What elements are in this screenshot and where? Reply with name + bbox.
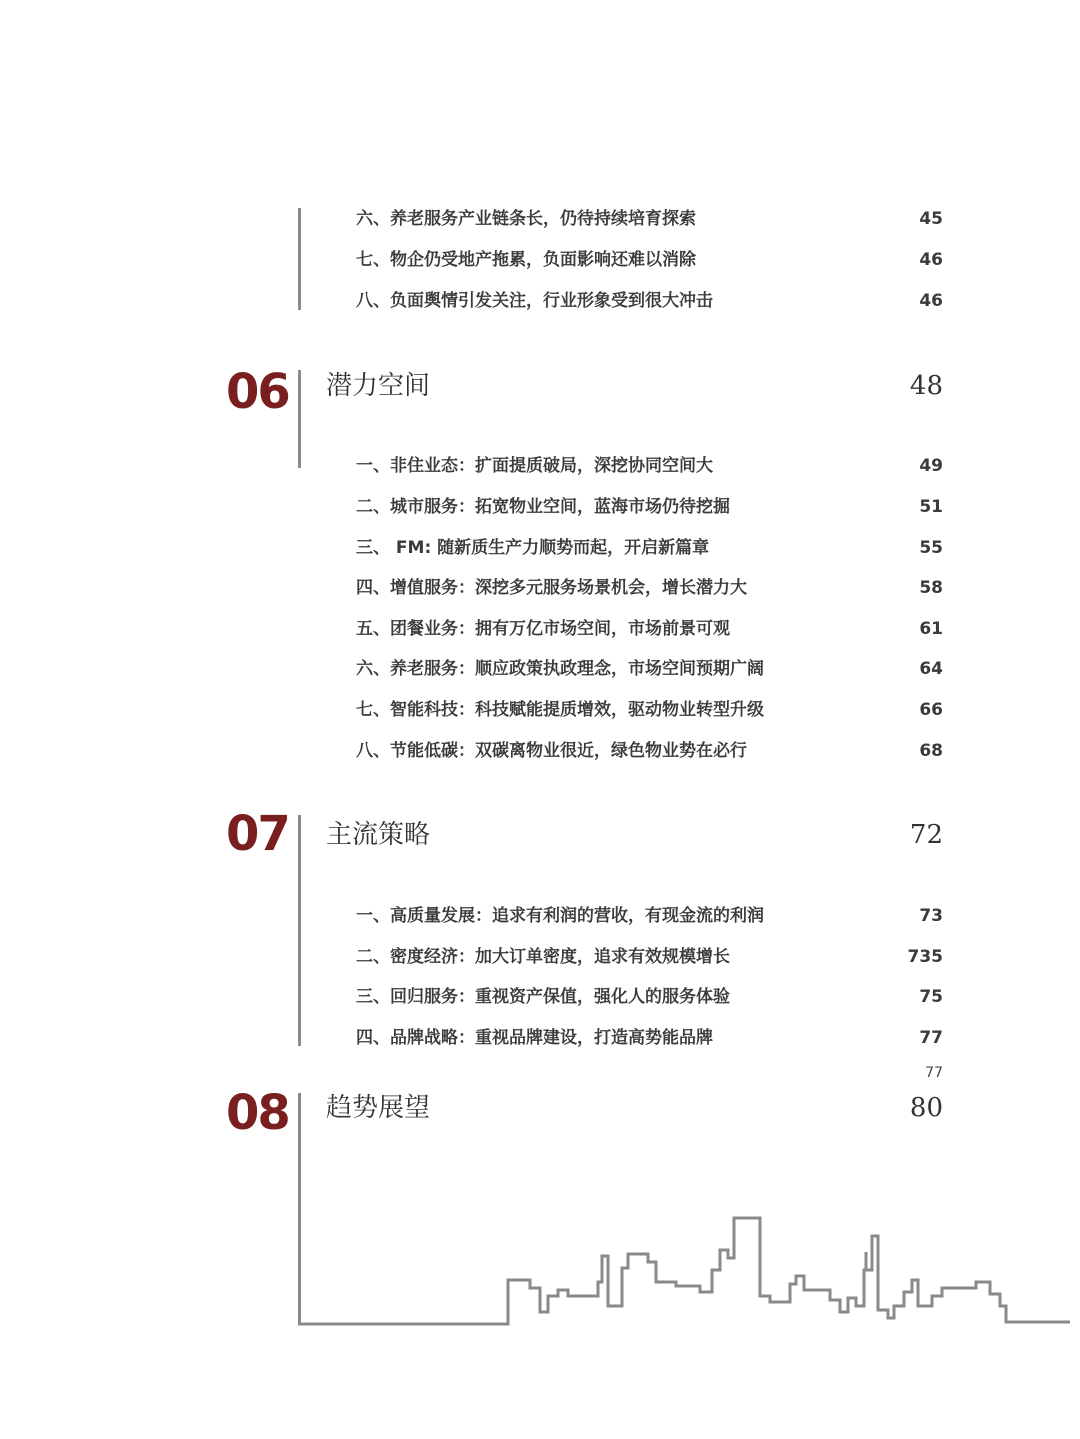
toc-item-page: 55 <box>919 538 943 558</box>
section-07-number: 07 <box>226 806 289 862</box>
toc-item[interactable]: 三、 FM: 随新质生产力顺势而起，开启新篇章 <box>356 538 710 558</box>
section-08-title[interactable]: 趋势展望 <box>326 1093 431 1123</box>
toc-item[interactable]: 三、回归服务：重视资产保值，强化人的服务体验 <box>356 987 730 1007</box>
toc-item-page: 46 <box>919 250 943 270</box>
toc-item[interactable]: 二、城市服务：拓宽物业空间，蓝海市场仍待挖掘 <box>356 497 730 517</box>
section-07-page: 72 <box>909 820 943 850</box>
toc-item[interactable]: 八、负面舆情引发关注，行业形象受到很大冲击 <box>356 291 713 311</box>
stray-page-number: 77 <box>925 1065 943 1081</box>
toc-item[interactable]: 四、增值服务：深挖多元服务场景机会，增长潜力大 <box>356 578 747 598</box>
toc-item[interactable]: 一、非住业态：扩面提质破局，深挖协同空间大 <box>356 456 713 476</box>
skyline-path <box>300 1093 1071 1324</box>
toc-item-page: 735 <box>907 947 943 967</box>
toc-item[interactable]: 六、养老服务产业链条长，仍待持续培育探索 <box>356 209 696 229</box>
toc-item-page: 58 <box>919 578 943 598</box>
toc-item-page: 61 <box>919 619 943 639</box>
toc-item[interactable]: 七、物企仍受地产拖累，负面影响还难以消除 <box>356 250 696 270</box>
toc-item[interactable]: 六、养老服务：顺应政策执政理念，市场空间预期广阔 <box>356 659 764 679</box>
section-07-title[interactable]: 主流策略 <box>326 820 431 850</box>
section-06-page: 48 <box>909 371 943 401</box>
skyline-outline <box>300 1093 1071 1324</box>
toc-item-page: 45 <box>919 209 943 229</box>
section-08-page: 80 <box>909 1093 943 1123</box>
toc-item-page: 73 <box>919 906 943 926</box>
toc-item-page: 46 <box>919 291 943 311</box>
toc-item-page: 75 <box>919 987 943 1007</box>
toc-item-page: 51 <box>919 497 943 517</box>
toc-item[interactable]: 一、高质量发展：追求有利润的营收，有现金流的利润 <box>356 906 764 926</box>
section-06-title[interactable]: 潜力空间 <box>326 371 431 401</box>
toc-item[interactable]: 四、品牌战略：重视品牌建设，打造高势能品牌 <box>356 1028 713 1048</box>
toc-item[interactable]: 二、密度经济：加大订单密度，追求有效规模增长 <box>356 947 730 967</box>
toc-item[interactable]: 五、团餐业务：拥有万亿市场空间，市场前景可观 <box>356 619 730 639</box>
toc-item[interactable]: 七、智能科技：科技赋能提质增效，驱动物业转型升级 <box>356 700 764 720</box>
toc-item-page: 66 <box>919 700 943 720</box>
section-08-number: 08 <box>226 1085 289 1141</box>
toc-item[interactable]: 八、节能低碳：双碳离物业很近，绿色物业势在必行 <box>356 741 747 761</box>
section-06-number: 06 <box>226 364 289 420</box>
toc-item-page: 77 <box>919 1028 943 1048</box>
toc-item-page: 68 <box>919 741 943 761</box>
toc-item-page: 64 <box>919 659 943 679</box>
toc-item-page: 49 <box>919 456 943 476</box>
